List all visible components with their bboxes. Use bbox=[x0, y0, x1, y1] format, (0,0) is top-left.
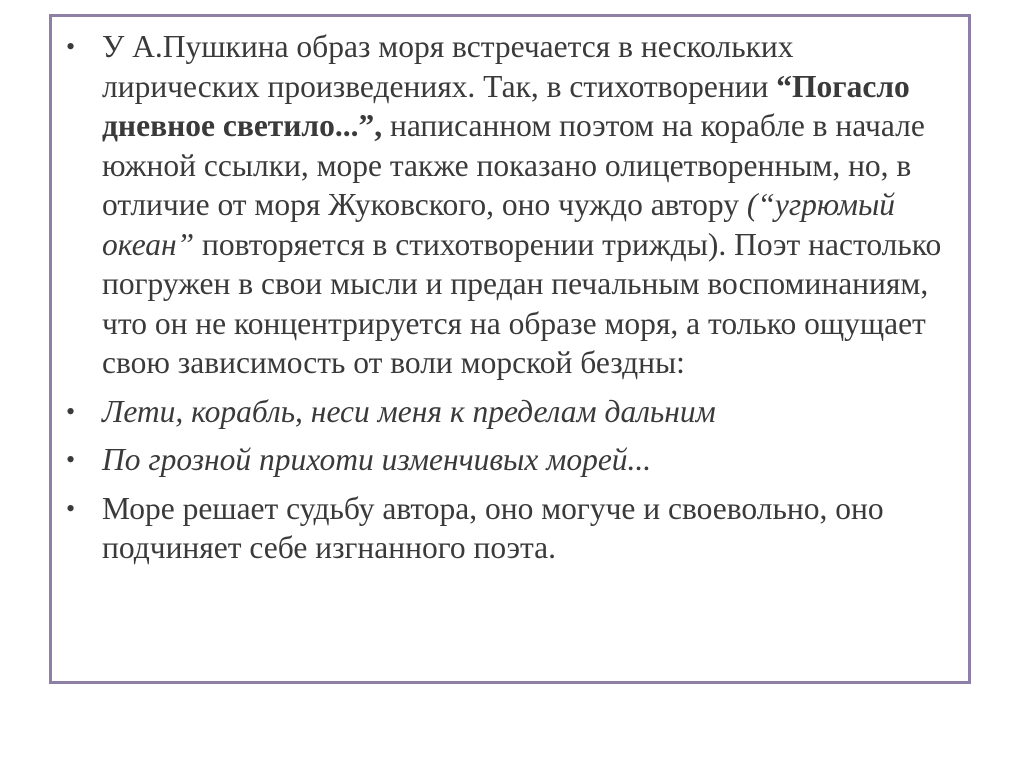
bullet-list bbox=[64, 27, 954, 577]
intro-text-part3: повторяется в стихотворении трижды). Поэт настолько погружен в свои мысли и предан печальным воспоминаниям, что он не концентрируется на образе моря, а только ощущает свою зависимость от воли морской бездны: bbox=[102, 226, 942, 380]
poem-title: “Погасло дневное светило...”, bbox=[102, 68, 910, 143]
intro-text-part2: написанном поэтом на корабле в начале южной ссылки, море также показано олицетворенным, но, в отличие от моря Жуковского, оно чуждо автору bbox=[102, 108, 925, 222]
text-frame bbox=[49, 14, 971, 684]
conclusion-text: Море решает судьбу автора, оно могуче и своевольно, оно подчиняет себе изгнанного поэта. bbox=[102, 490, 884, 565]
intro-text-part1: У А.Пушкина образ моря встречается в нескольких лирических произведениях. Так, в стихотворении bbox=[102, 29, 794, 104]
bullet-item-verse-1 bbox=[64, 392, 954, 432]
bullet-dot-icon: • bbox=[66, 396, 76, 426]
verse-line-2: По грозной прихоти изменчивых морей... bbox=[102, 442, 652, 477]
bullet-dot-icon: • bbox=[66, 32, 76, 61]
bullet-dot-icon: • bbox=[66, 445, 76, 474]
bullet-dot-icon: • bbox=[66, 493, 76, 523]
ocean-quote: (“угрюмый океан” bbox=[102, 187, 896, 262]
bullet-item-intro bbox=[64, 27, 954, 383]
bullet-item-verse-2 bbox=[64, 440, 954, 480]
verse-line-1: Лети, корабль, неси меня к пределам дальним bbox=[102, 393, 716, 429]
bullet-item-conclusion bbox=[64, 489, 954, 568]
